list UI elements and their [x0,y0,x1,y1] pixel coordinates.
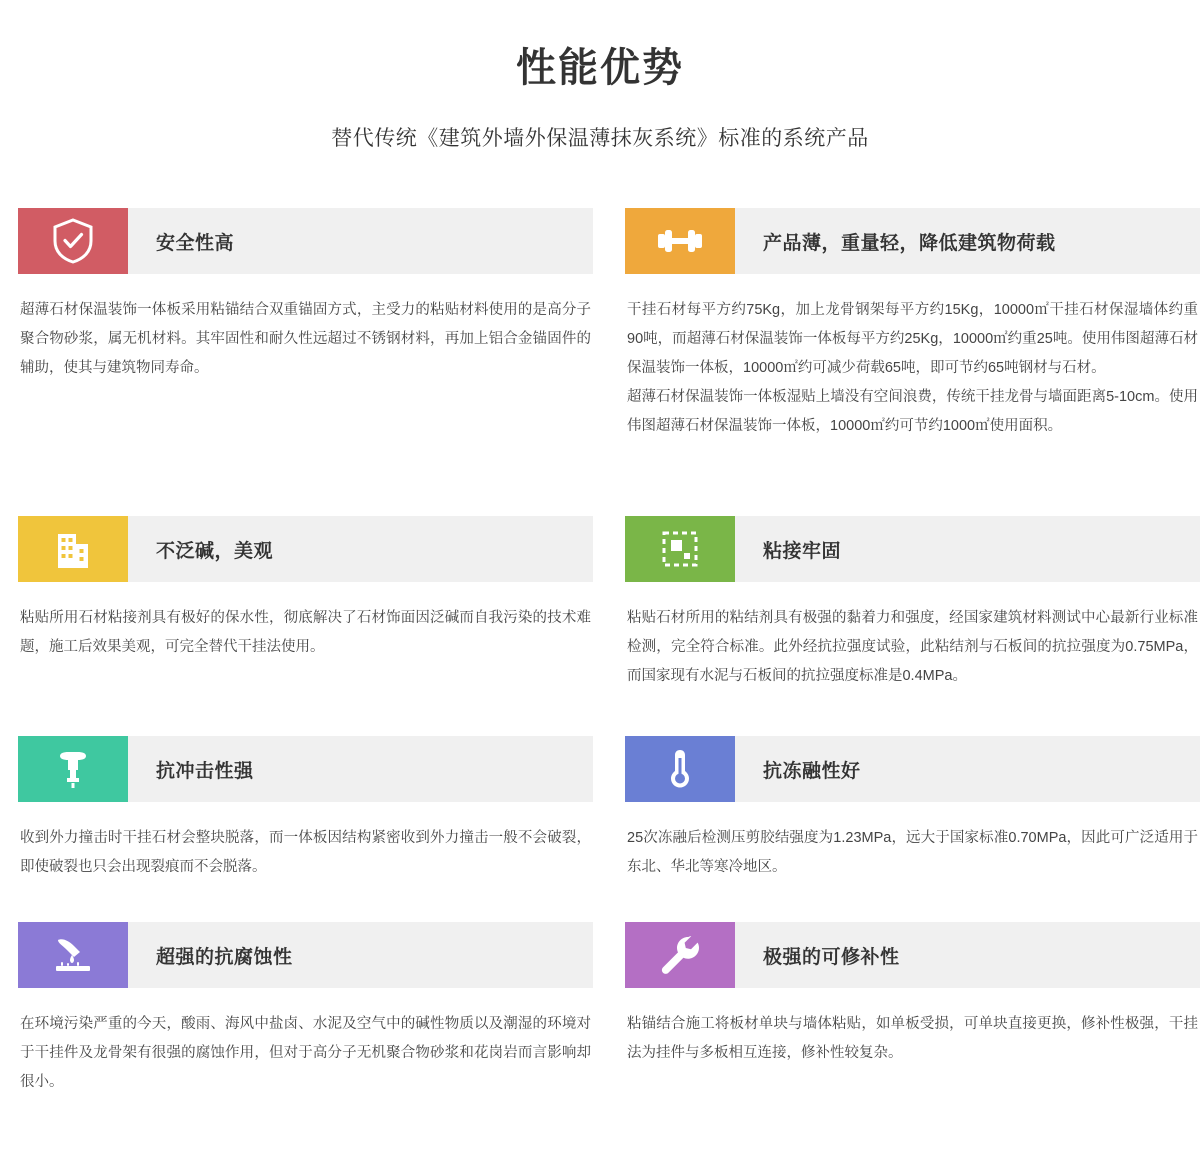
page-subtitle: 替代传统《建筑外墙外保温薄抹灰系统》标准的系统产品 [331,127,869,150]
features-grid [0,208,1200,1150]
feature-body [625,582,1200,691]
feature-body [625,274,1200,441]
feature-paragraph: 粘锚结合施工将板材单块与墙体粘贴，如单板受损，可单块直接更换，修补性极强，干挂法为挂件与多板相互连接，修补性较复杂。 [627,1016,1198,1061]
feature-paragraph: 超薄石材保温装饰一体板湿贴上墙没有空间浪费，传统干挂龙骨与墙面距离5-10cm。使用伟图超薄石材保温装饰一体板，10000㎡约可节约1000㎡使用面积。 [627,389,1198,434]
feature-header [625,736,1200,802]
feature-paragraph: 收到外力撞击时干挂石材会整块脱落，而一体板因结构紧密收到外力撞击一般不会破裂，即使破裂也只会出现裂痕而不会脱落。 [20,830,591,875]
feature-header [18,516,593,582]
shield-check-icon [18,208,128,274]
feature-title: 超强的抗腐蚀性 [156,946,293,968]
feature-body [625,802,1200,882]
feature-body [625,988,1200,1068]
building-icon [18,516,128,582]
feature-card-safety [18,208,593,508]
feature-title: 极强的可修补性 [763,946,900,968]
page-title: 性能优势 [516,46,684,90]
feature-paragraph: 粘贴所用石材粘接剂具有极好的保水性，彻底解决了石材饰面因泛碱而自我污染的技术难题，施工后效果美观，可完全替代干挂法使用。 [20,610,591,655]
feature-card-corrosion-resistance [18,922,593,1102]
feature-body [18,802,593,882]
page-header [0,0,1200,152]
feature-paragraph: 25次冻融后检测压剪胶结强度为1.23MPa，远大于国家标准0.70MPa，因此可广泛适用于东北、华北等寒冷地区。 [627,830,1198,875]
feature-paragraph: 在环境污染严重的今天，酸雨、海风中盐卤、水泥及空气中的碱性物质以及潮湿的环境对于干挂件及龙骨架有很强的腐蚀作用，但对于高分子无机聚合物砂浆和花岗岩而言影响却很小。 [20,1016,591,1090]
feature-title: 不泛碱，美观 [156,540,274,562]
feature-body [18,582,593,662]
feature-header [18,736,593,802]
feature-paragraph: 干挂石材每平方约75Kg，加上龙骨钢架每平方约15Kg，10000㎡干挂石材保湿墙体约重90吨，而超薄石材保温装饰一体板每平方约25Kg，10000㎡约重25吨。使用伟图超薄石材保温装饰一体板，10000㎡约可减少荷载65吨，即可节约65吨钢材与石材。 [627,302,1198,376]
feature-card-strong-bond [625,516,1200,728]
feature-body [18,274,593,383]
feature-title: 安全性高 [156,232,235,254]
feature-title: 粘接牢固 [763,540,842,562]
feature-body [18,988,593,1097]
feature-header [18,922,593,988]
feature-title: 抗冻融性好 [763,760,861,782]
feature-card-thin-light [625,208,1200,508]
feature-title: 产品薄，重量轻，降低建筑物荷载 [763,232,1056,254]
feature-card-repairability [625,922,1200,1102]
bond-panel-icon [625,516,735,582]
wrench-icon [625,922,735,988]
thermometer-icon [625,736,735,802]
feature-card-freeze-thaw [625,736,1200,914]
feature-paragraph: 粘贴石材所用的粘结剂具有极强的黏着力和强度，经国家建筑材料测试中心最新行业标准检测，完全符合标准。此外经抗拉强度试验，此粘结剂与石板间的抗拉强度为0.75MPa，而国家现有水泥与石板间的抗拉强度标准是0.4MPa。 [627,610,1198,684]
hammer-drill-icon [18,736,128,802]
acid-drop-icon [18,922,128,988]
feature-card-no-alkali [18,516,593,728]
dumbbell-icon [625,208,735,274]
feature-title: 抗冲击性强 [156,760,254,782]
feature-header [625,208,1200,274]
feature-card-impact-resistance [18,736,593,914]
feature-header [625,922,1200,988]
feature-header [625,516,1200,582]
feature-paragraph: 超薄石材保温装饰一体板采用粘锚结合双重锚固方式，主受力的粘贴材料使用的是高分子聚合物砂浆，属无机材料。其牢固性和耐久性远超过不锈钢材料，再加上铝合金锚固件的辅助，使其与建筑物同寿命。 [20,302,591,376]
feature-header [18,208,593,274]
